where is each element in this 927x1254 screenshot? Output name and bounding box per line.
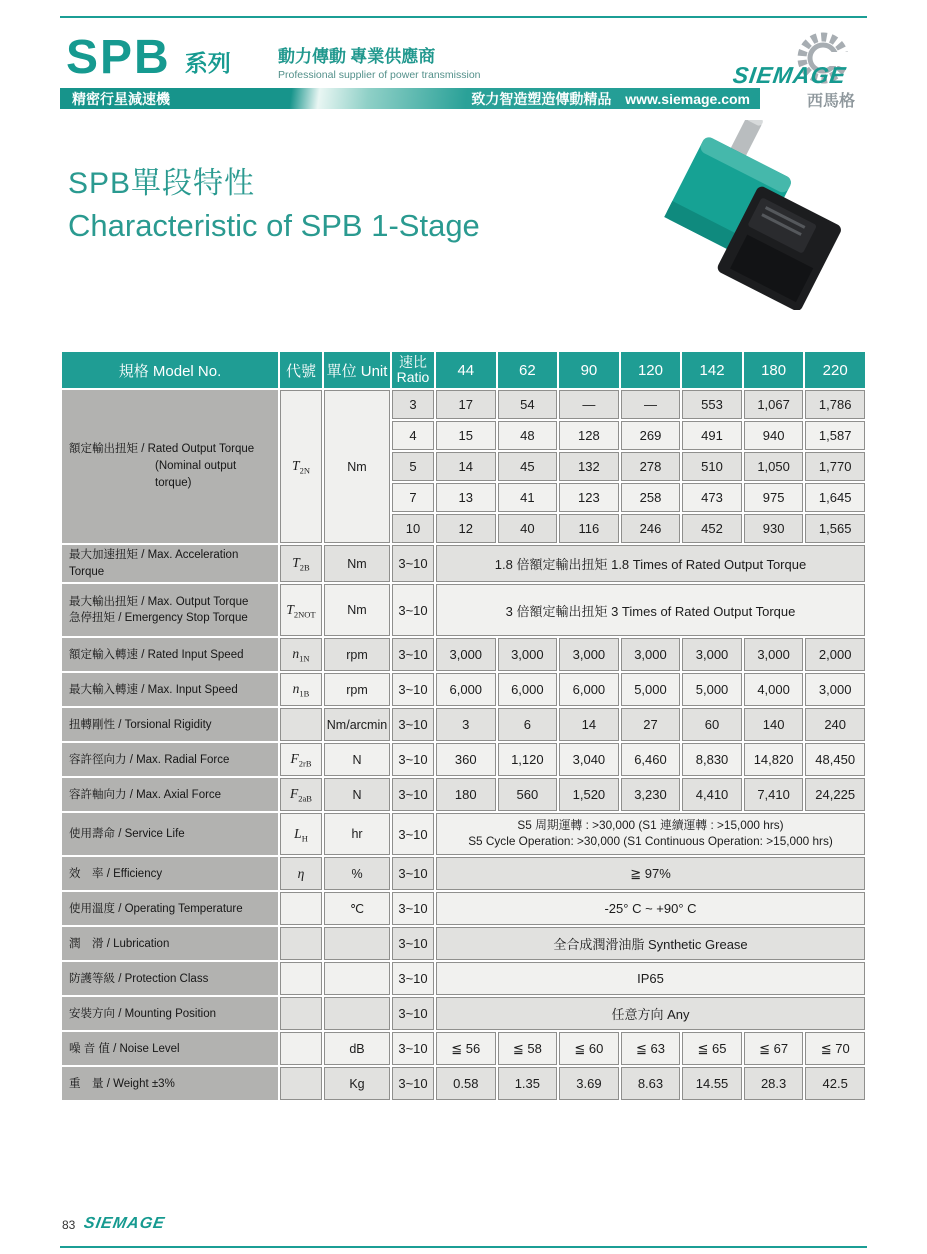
value-cell: 4,410	[682, 778, 742, 811]
unit-cell: N	[324, 778, 390, 811]
col-header-size-90: 90	[559, 352, 619, 388]
value-cell: 3,000	[498, 638, 558, 671]
value-cell: 41	[498, 483, 558, 512]
unit-cell: rpm	[324, 673, 390, 706]
value-cell: 42.5	[805, 1067, 865, 1100]
band-slogan: 致力智造塑造傳動精品	[471, 90, 612, 107]
unit-cell: Nm	[324, 584, 390, 636]
value-cell: ≦ 60	[559, 1032, 619, 1065]
value-cell: ≦ 65	[682, 1032, 742, 1065]
col-header-symbol: 代號	[280, 352, 322, 388]
value-cell: 491	[682, 421, 742, 450]
value-cell: 180	[436, 778, 496, 811]
row-label-weight: 重 量 / Weight ±3%	[62, 1067, 278, 1100]
value-cell: 7,410	[744, 778, 804, 811]
col-header-model: 規格 Model No.	[62, 352, 278, 388]
unit-cell: rpm	[324, 638, 390, 671]
row-label-rated-output-torque: 額定輸出扭矩 / Rated Output Torque (Nominal output torque)	[62, 390, 278, 543]
ratio-cell: 7	[392, 483, 434, 512]
value-cell: 13	[436, 483, 496, 512]
spec-table	[60, 350, 867, 1102]
value-cell: 128	[559, 421, 619, 450]
value-cell: 1,067	[744, 390, 804, 419]
value-cell: ≦ 70	[805, 1032, 865, 1065]
symbol-T2B: $T_{2B}$	[280, 545, 322, 582]
value-cell: 3.69	[559, 1067, 619, 1100]
unit-cell: Nm	[324, 390, 390, 543]
row-label-mounting-position: 安裝方向 / Mounting Position	[62, 997, 278, 1030]
value-cell: 5,000	[682, 673, 742, 706]
ratio-cell: 3~10	[392, 584, 434, 636]
value-cell: 27	[621, 708, 681, 741]
unit-cell: N	[324, 743, 390, 776]
row-label-max-input-speed: 最大輸入轉速 / Max. Input Speed	[62, 673, 278, 706]
value-cell: 45	[498, 452, 558, 481]
row-label-max-axial-force: 容許軸向力 / Max. Axial Force	[62, 778, 278, 811]
ratio-cell: 3~10	[392, 1032, 434, 1065]
table-header-row	[62, 352, 865, 388]
value-cell: —	[621, 390, 681, 419]
table-row	[62, 962, 865, 995]
header-band	[60, 88, 760, 109]
value-cell: 3,000	[744, 638, 804, 671]
span-value-cell: 任意方向 Any	[436, 997, 865, 1030]
ratio-cell: 10	[392, 514, 434, 543]
value-cell: 6,000	[559, 673, 619, 706]
ratio-cell: 3~10	[392, 743, 434, 776]
unit-cell: dB	[324, 1032, 390, 1065]
value-cell: 132	[559, 452, 619, 481]
value-cell: 17	[436, 390, 496, 419]
value-cell: 560	[498, 778, 558, 811]
ratio-cell: 3	[392, 390, 434, 419]
row-label-service-life: 使用壽命 / Service Life	[62, 813, 278, 855]
value-cell: 3,230	[621, 778, 681, 811]
value-cell: 3,000	[559, 638, 619, 671]
tagline-en: Professional supplier of power transmission	[278, 69, 481, 81]
value-cell: 1.35	[498, 1067, 558, 1100]
value-cell: 54	[498, 390, 558, 419]
value-cell: —	[559, 390, 619, 419]
table-row	[62, 997, 865, 1030]
value-cell: 140	[744, 708, 804, 741]
unit-cell: Kg	[324, 1067, 390, 1100]
ratio-cell: 3~10	[392, 962, 434, 995]
brand-block	[66, 31, 231, 84]
table-row	[62, 778, 865, 811]
value-cell: 6,000	[436, 673, 496, 706]
row-label-max-radial-force: 容許徑向力 / Max. Radial Force	[62, 743, 278, 776]
gearbox-product-image	[645, 120, 865, 315]
ratio-cell: 3~10	[392, 673, 434, 706]
span-value-cell: ≧ 97%	[436, 857, 865, 890]
ratio-cell: 3~10	[392, 997, 434, 1030]
ratio-cell: 3~10	[392, 813, 434, 855]
value-cell: 3,000	[436, 638, 496, 671]
value-cell: 14.55	[682, 1067, 742, 1100]
value-cell: 6,460	[621, 743, 681, 776]
symbol-eta: η	[280, 857, 322, 890]
tagline-zh: 動力傳動 專業供應商	[278, 47, 436, 66]
symbol-T2NOT: $T_{2NOT}$	[280, 584, 322, 636]
value-cell: 6,000	[498, 673, 558, 706]
value-cell: 975	[744, 483, 804, 512]
logo-text-zh: 西馬格	[807, 93, 856, 110]
col-header-size-62: 62	[498, 352, 558, 388]
value-cell: 4,000	[744, 673, 804, 706]
bottom-rule	[60, 1246, 867, 1248]
footer-logo-text: SIEMAGE	[82, 1215, 167, 1232]
col-header-size-142: 142	[682, 352, 742, 388]
ratio-cell: 5	[392, 452, 434, 481]
col-header-size-44: 44	[436, 352, 496, 388]
value-cell: 15	[436, 421, 496, 450]
unit-cell: hr	[324, 813, 390, 855]
value-cell: 123	[559, 483, 619, 512]
value-cell: 8,830	[682, 743, 742, 776]
value-cell: 6	[498, 708, 558, 741]
symbol-empty	[280, 708, 322, 741]
band-right-text	[471, 89, 760, 109]
value-cell: 12	[436, 514, 496, 543]
span-value-cell: 1.8 倍額定輸出扭矩 1.8 Times of Rated Output Torque	[436, 545, 865, 582]
col-header-size-220: 220	[805, 352, 865, 388]
unit-cell	[324, 927, 390, 960]
table-row	[62, 708, 865, 741]
ratio-cell: 3~10	[392, 927, 434, 960]
value-cell: 1,770	[805, 452, 865, 481]
col-header-size-180: 180	[744, 352, 804, 388]
symbol-n1B: $n_{1B}$	[280, 673, 322, 706]
value-cell: 360	[436, 743, 496, 776]
value-cell: 930	[744, 514, 804, 543]
value-cell: 60	[682, 708, 742, 741]
value-cell: 3	[436, 708, 496, 741]
row-label-noise-level: 噪 音 值 / Noise Level	[62, 1032, 278, 1065]
ratio-cell: 3~10	[392, 778, 434, 811]
value-cell: 3,000	[805, 673, 865, 706]
symbol-F2rB: $F_{2rB}$	[280, 743, 322, 776]
value-cell: 48,450	[805, 743, 865, 776]
value-cell: 553	[682, 390, 742, 419]
span-value-cell: 全合成潤滑油脂 Synthetic Grease	[436, 927, 865, 960]
ratio-cell: 3~10	[392, 1067, 434, 1100]
table-row	[62, 638, 865, 671]
unit-cell: Nm/arcmin	[324, 708, 390, 741]
value-cell: 1,520	[559, 778, 619, 811]
value-cell: 258	[621, 483, 681, 512]
value-cell: 3,040	[559, 743, 619, 776]
value-cell: 1,565	[805, 514, 865, 543]
value-cell: 1,587	[805, 421, 865, 450]
row-label-operating-temperature: 使用溫度 / Operating Temperature	[62, 892, 278, 925]
symbol-F2aB: $F_{2aB}$	[280, 778, 322, 811]
symbol-T2N: $T_{2N}$	[280, 390, 322, 543]
value-cell: 24,225	[805, 778, 865, 811]
ratio-cell: 3~10	[392, 892, 434, 925]
symbol-LH: $L_H$	[280, 813, 322, 855]
value-cell: 14	[559, 708, 619, 741]
value-cell: ≦ 67	[744, 1032, 804, 1065]
span-value-cell: IP65	[436, 962, 865, 995]
value-cell: 0.58	[436, 1067, 496, 1100]
table-row	[62, 673, 865, 706]
value-cell: 14	[436, 452, 496, 481]
table-row	[62, 743, 865, 776]
value-cell: 3,000	[682, 638, 742, 671]
page-number: 83	[62, 1218, 76, 1232]
page-title-zh: SPB單段特性	[68, 167, 256, 200]
value-cell: 1,120	[498, 743, 558, 776]
row-label-max-output-torque: 最大輸出扭矩 / Max. Output Torque 急停扭矩 / Emergency Stop Torque	[62, 584, 278, 636]
ratio-cell: 3~10	[392, 708, 434, 741]
value-cell: 1,786	[805, 390, 865, 419]
brand-name: SPB	[66, 31, 171, 84]
row-label-efficiency: 效 率 / Efficiency	[62, 857, 278, 890]
ratio-cell: 3~10	[392, 638, 434, 671]
value-cell: 1,645	[805, 483, 865, 512]
table-row	[62, 857, 865, 890]
top-rule	[60, 16, 867, 18]
value-cell: ≦ 58	[498, 1032, 558, 1065]
symbol-empty	[280, 1067, 322, 1100]
table-row	[62, 892, 865, 925]
page-title	[68, 158, 480, 244]
table-row	[62, 584, 865, 636]
page-title-en: Characteristic of SPB 1-Stage	[68, 208, 480, 243]
table-row	[62, 927, 865, 960]
symbol-empty	[280, 892, 322, 925]
symbol-empty	[280, 927, 322, 960]
table-row	[62, 1032, 865, 1065]
value-cell: 940	[744, 421, 804, 450]
value-cell: 473	[682, 483, 742, 512]
value-cell: 278	[621, 452, 681, 481]
row-label-lubrication: 潤 滑 / Lubrication	[62, 927, 278, 960]
span-value-cell: S5 周期運轉 : >30,000 (S1 連續運轉 : >15,000 hrs) S5 Cycle Operation: >30,000 (S1 Continuous Operation: >15,000 hrs)	[436, 813, 865, 855]
ratio-cell: 3~10	[392, 545, 434, 582]
symbol-empty	[280, 997, 322, 1030]
value-cell: 452	[682, 514, 742, 543]
row-label-protection-class: 防護等級 / Protection Class	[62, 962, 278, 995]
value-cell: 269	[621, 421, 681, 450]
symbol-empty	[280, 1032, 322, 1065]
ratio-cell: 4	[392, 421, 434, 450]
value-cell: 240	[805, 708, 865, 741]
table-row	[62, 390, 865, 419]
band-left-text: 精密行星減速機	[72, 92, 170, 108]
table-row	[62, 1067, 865, 1100]
value-cell: 510	[682, 452, 742, 481]
col-header-unit: 單位 Unit	[324, 352, 390, 388]
unit-cell: Nm	[324, 545, 390, 582]
value-cell: 5,000	[621, 673, 681, 706]
col-header-ratio: 速比 Ratio	[392, 352, 434, 388]
value-cell: 28.3	[744, 1067, 804, 1100]
span-value-cell: -25° C ~ +90° C	[436, 892, 865, 925]
value-cell: 3,000	[621, 638, 681, 671]
value-cell: 48	[498, 421, 558, 450]
row-label-max-acceleration-torque: 最大加速扭矩 / Max. Acceleration Torque	[62, 545, 278, 582]
unit-cell	[324, 997, 390, 1030]
value-cell: ≦ 63	[621, 1032, 681, 1065]
row-label-rated-input-speed: 額定輸入轉速 / Rated Input Speed	[62, 638, 278, 671]
value-cell: 246	[621, 514, 681, 543]
table-row	[62, 813, 865, 855]
brand-series: 系列	[184, 50, 231, 76]
value-cell: 2,000	[805, 638, 865, 671]
logo-text: SIEMAGE	[731, 62, 848, 88]
tagline	[278, 42, 481, 81]
ratio-cell: 3~10	[392, 857, 434, 890]
value-cell: 14,820	[744, 743, 804, 776]
website-text: www.siemage.com	[625, 90, 750, 107]
value-cell: ≦ 56	[436, 1032, 496, 1065]
value-cell: 8.63	[621, 1067, 681, 1100]
col-header-size-120: 120	[621, 352, 681, 388]
table-row	[62, 545, 865, 582]
unit-cell	[324, 962, 390, 995]
row-label-torsional-rigidity: 扭轉剛性 / Torsional Rigidity	[62, 708, 278, 741]
value-cell: 40	[498, 514, 558, 543]
span-value-cell: 3 倍額定輸出扭矩 3 Times of Rated Output Torque	[436, 584, 865, 636]
symbol-n1N: $n_{1N}$	[280, 638, 322, 671]
value-cell: 116	[559, 514, 619, 543]
unit-cell: %	[324, 857, 390, 890]
value-cell: 1,050	[744, 452, 804, 481]
symbol-empty	[280, 962, 322, 995]
unit-cell: ℃	[324, 892, 390, 925]
